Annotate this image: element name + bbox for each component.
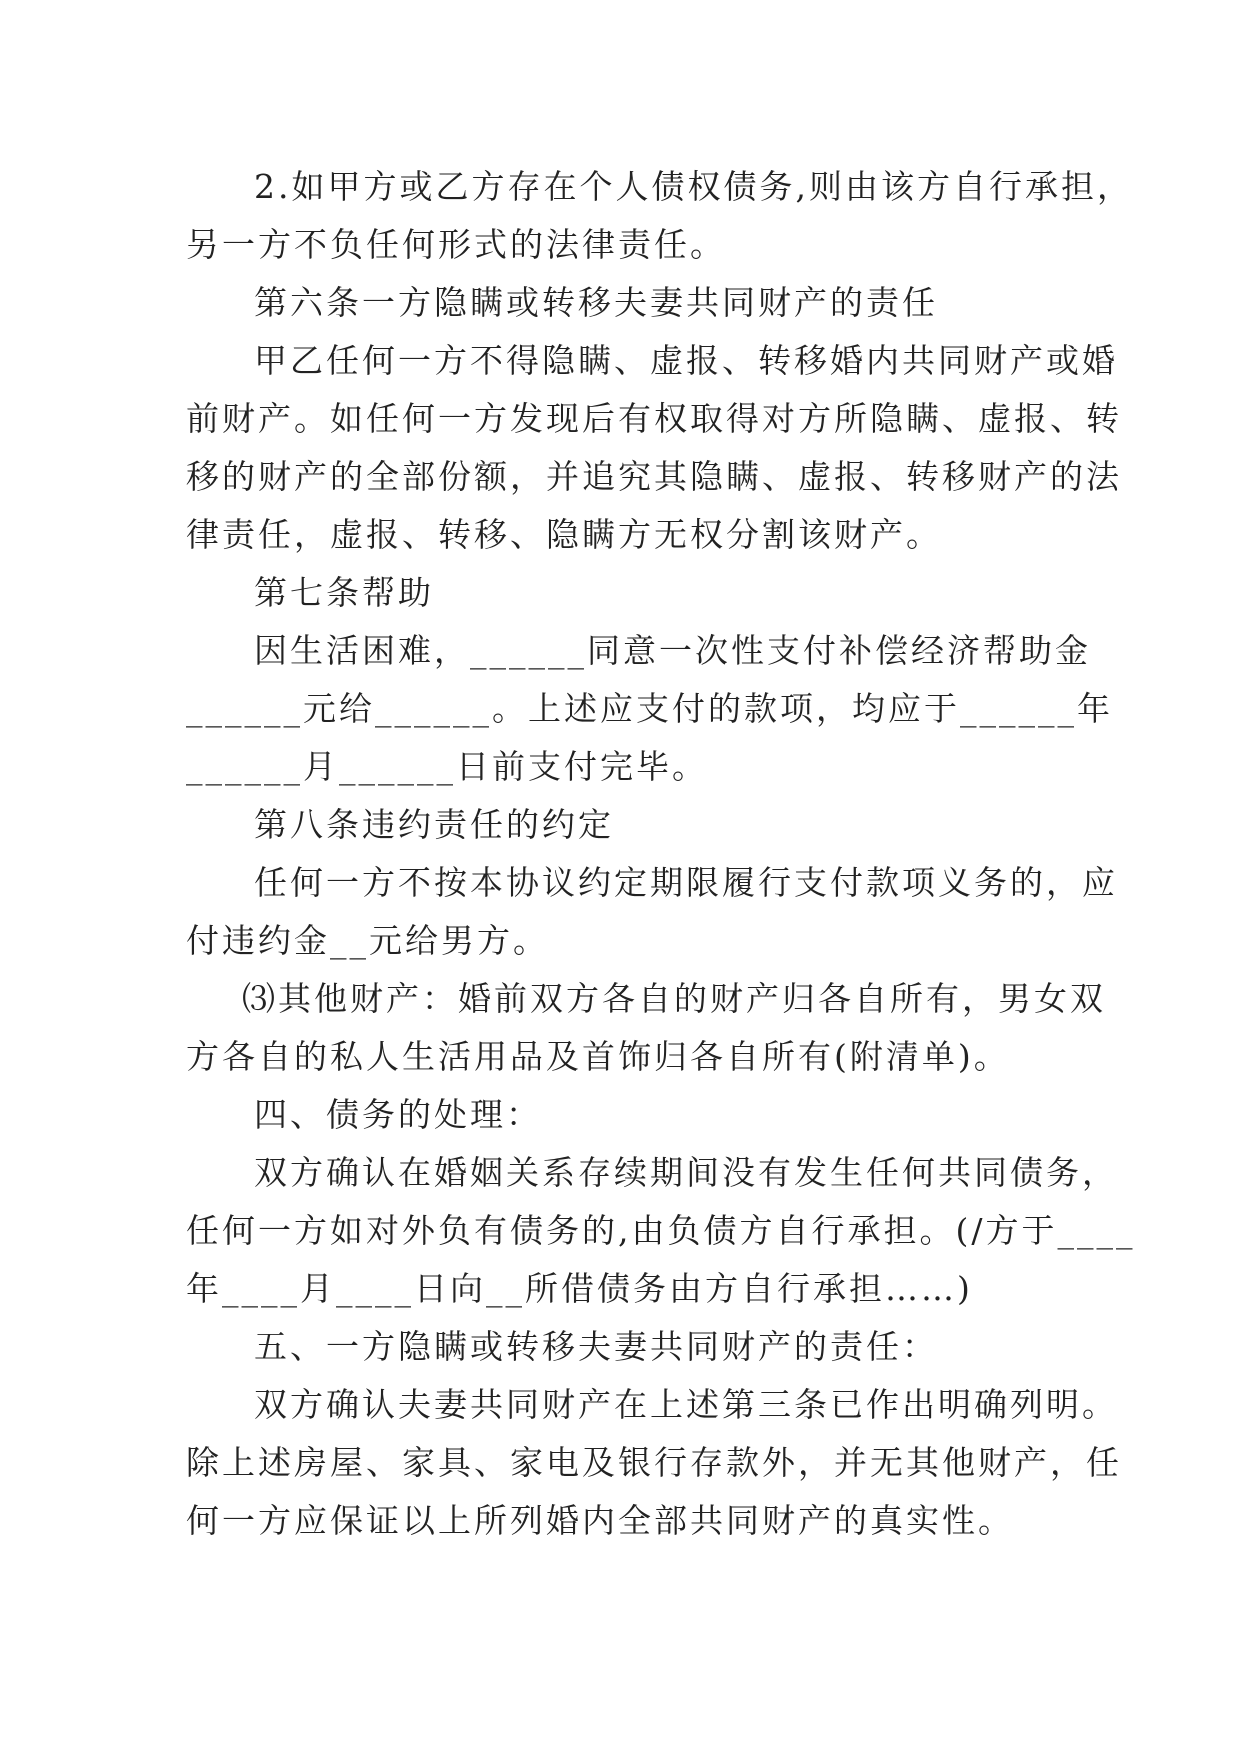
text-line: 何一方应保证以上所列婚内全部共同财产的真实性。 — [186, 1501, 1014, 1540]
text-line: 因生活困难，______同意一次性支付补偿经济帮助金 — [254, 631, 1091, 670]
document-body — [186, 158, 1136, 1550]
text-line: 另一方不负任何形式的法律责任。 — [186, 225, 726, 264]
text-line: ______元给______。上述应支付的款项，均应于______年 — [186, 689, 1113, 728]
text-line: 双方确认在婚姻关系存续期间没有发生任何共同债务， — [254, 1153, 1118, 1192]
section-heading: 第八条违约责任的约定 — [254, 805, 614, 844]
section-heading: 第七条帮助 — [254, 573, 434, 612]
text-line: 甲乙任何一方不得隐瞒、虚报、转移婚内共同财产或婚 — [254, 341, 1118, 380]
text-line: ______月______日前支付完毕。 — [186, 747, 708, 786]
section-heading: 第六条一方隐瞒或转移夫妻共同财产的责任 — [254, 283, 938, 322]
text-line: 除上述房屋、家具、家电及银行存款外，并无其他财产，任 — [186, 1443, 1122, 1482]
text-line: 2.如甲方或乙方存在个人债权债务,则由该方自行承担， — [254, 167, 1133, 206]
text-line: 年____月____日向__所借债务由方自行承担……) — [186, 1269, 973, 1308]
text-line: 付违约金__元给男方。 — [186, 921, 549, 960]
text-line: 任何一方如对外负有债务的,由负债方自行承担。(/方于____ — [186, 1211, 1136, 1250]
section-heading: 五、一方隐瞒或转移夫妻共同财产的责任： — [254, 1327, 938, 1366]
text-line: 任何一方不按本协议约定期限履行支付款项义务的，应 — [254, 863, 1118, 902]
section-heading: 四、债务的处理： — [254, 1095, 542, 1134]
text-line: ⑶其他财产：婚前双方各自的财产归各自所有，男女双 — [242, 979, 1106, 1018]
text-line: 律责任，虚报、转移、隐瞒方无权分割该财产。 — [186, 515, 942, 554]
text-line: 前财产。如任何一方发现后有权取得对方所隐瞒、虚报、转 — [186, 399, 1122, 438]
text-line: 移的财产的全部份额，并追究其隐瞒、虚报、转移财产的法 — [186, 457, 1122, 496]
text-line: 双方确认夫妻共同财产在上述第三条已作出明确列明。 — [254, 1385, 1118, 1424]
text-line: 方各自的私人生活用品及首饰归各自所有(附清单)。 — [186, 1037, 1010, 1076]
